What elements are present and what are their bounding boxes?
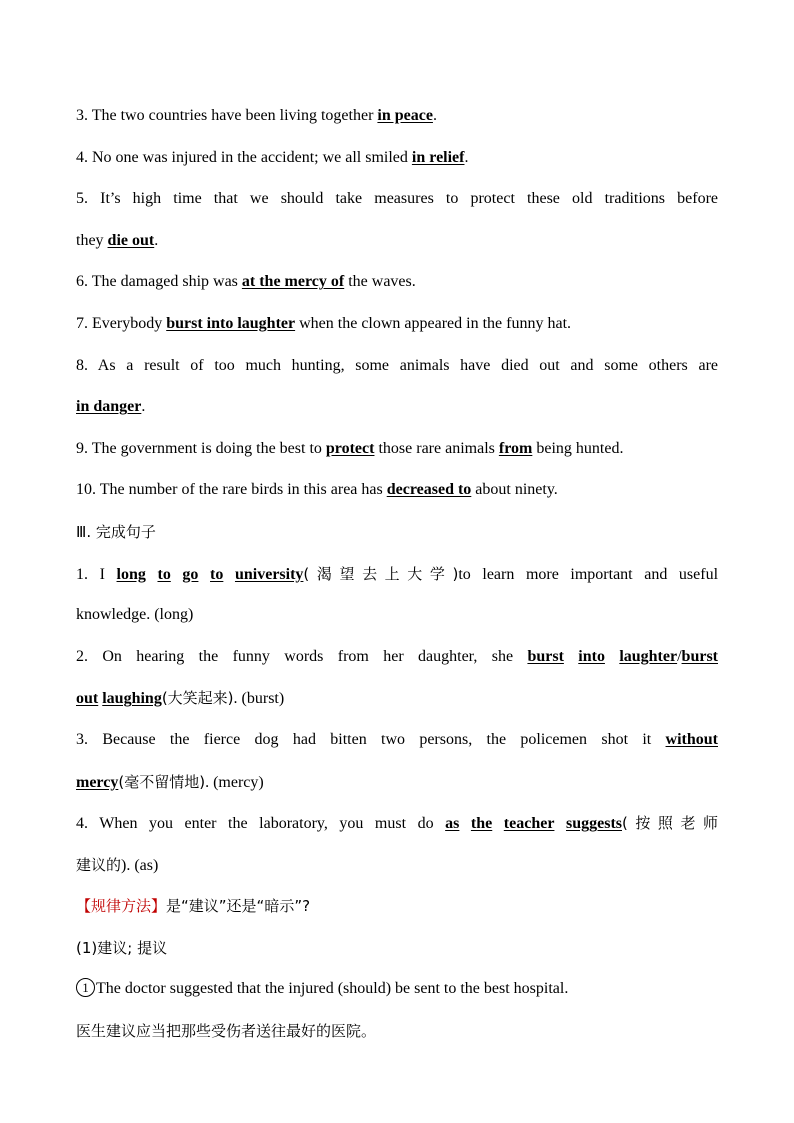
answer: into — [578, 647, 605, 665]
answer: burst — [527, 647, 564, 665]
method-question: 是“建议”还是“暗示”? — [166, 897, 311, 916]
circled-number: 1 — [76, 978, 95, 997]
text: 9. The government is doing the best to — [76, 439, 326, 457]
sentence-5-line-2 — [76, 228, 718, 270]
answer: suggests — [565, 815, 622, 833]
chinese-hint: (渴望去上大学) — [303, 564, 459, 583]
text: . (burst) — [233, 690, 285, 708]
answer: university — [234, 565, 304, 583]
answer: in relief — [411, 148, 465, 166]
text: . (mercy) — [205, 773, 264, 791]
answer: burst — [681, 647, 718, 665]
text: about ninety. — [471, 481, 558, 499]
text: . — [141, 398, 146, 416]
text: 4. No one was injured in the accident; we all smiled — [76, 148, 412, 166]
example-1 — [76, 976, 718, 1018]
text: they — [76, 231, 108, 249]
question-3-line-1 — [76, 727, 718, 769]
answer: without — [665, 730, 718, 748]
question-2-line-1 — [76, 644, 718, 686]
text: 7. Everybody — [76, 314, 167, 332]
exercise-content — [76, 103, 718, 1060]
text: . — [464, 148, 469, 166]
question-1-line-1 — [76, 561, 718, 603]
sentence-4 — [76, 145, 718, 187]
text: 6. The damaged ship was — [76, 273, 242, 291]
sentence-5-line-1 — [76, 186, 718, 228]
answer: teacher — [503, 815, 555, 833]
sentence-6 — [76, 269, 718, 311]
answer: to — [157, 565, 171, 583]
question-1-line-2 — [76, 602, 718, 644]
text: / — [677, 647, 682, 665]
text: knowledge. (long) — [76, 606, 194, 624]
example-1-translation: 医生建议应当把那些受伤者送往最好的医院。 — [76, 1022, 377, 1041]
answer: laughing — [102, 690, 162, 708]
answer: burst into laughter — [166, 314, 296, 332]
answer: die out — [107, 231, 155, 249]
method-tag: 【规律方法】 — [76, 897, 167, 916]
text: 4. When you enter the laboratory, you must do — [76, 815, 446, 833]
text: 1. I — [76, 565, 117, 583]
text: 3. Because the fierce dog had bitten two persons, the policemen shot it — [76, 730, 666, 748]
section-heading: Ⅲ. 完成句子 — [76, 522, 156, 541]
sentence-10 — [76, 477, 718, 519]
chinese-hint: (毫不留情地) — [118, 772, 206, 791]
question-2-line-2 — [76, 685, 718, 727]
chinese-hint: (大笑起来) — [161, 689, 234, 708]
answer: to — [210, 565, 224, 583]
chinese-hint: 建议的 — [76, 855, 122, 874]
text: . — [432, 107, 437, 124]
answer: mercy — [76, 773, 119, 791]
answer: out — [76, 690, 99, 708]
sentence-3 — [76, 103, 718, 145]
answer: decreased to — [386, 481, 472, 499]
text: 3. The two countries have been living together — [76, 107, 378, 124]
text: 10. The number of the rare birds in this area has — [76, 481, 387, 499]
text: 5. It’s high time that we should take measures to protect these old traditions before — [76, 190, 718, 208]
method-sub-1: (1)建议; 提议 — [76, 938, 168, 957]
text: those rare animals — [374, 439, 499, 457]
answer: long — [116, 565, 146, 583]
chinese-hint: (按照老师 — [622, 814, 719, 833]
answer: at the mercy of — [241, 273, 345, 291]
text: the waves. — [344, 273, 416, 291]
answer: in danger — [76, 398, 142, 416]
sentence-7 — [76, 311, 718, 353]
answer: protect — [325, 439, 375, 457]
answer: the — [470, 815, 493, 833]
question-3-line-2 — [76, 769, 718, 811]
sentence-9 — [76, 436, 718, 478]
question-4-line-1 — [76, 810, 718, 852]
text: to learn more important and useful — [458, 565, 719, 583]
sentence-8-line-2 — [76, 394, 718, 436]
method-heading — [76, 893, 718, 935]
text: when the clown appeared in the funny hat. — [295, 314, 572, 332]
sentence-8-line-1 — [76, 353, 718, 395]
answer: laughter — [619, 647, 678, 665]
answer: from — [498, 439, 533, 457]
text: The doctor suggested that the injured (should) be sent to the best hospital. — [96, 980, 569, 998]
text: . — [154, 231, 159, 249]
text: 2. On hearing the funny words from her daughter, she — [76, 647, 528, 665]
answer: in peace — [377, 107, 433, 124]
question-4-line-2 — [76, 852, 718, 894]
text: ). (as) — [121, 856, 159, 874]
answer: as — [445, 815, 460, 833]
answer: go — [182, 565, 199, 583]
text: 8. As a result of too much hunting, some animals have died out and some others are — [76, 356, 718, 374]
text: being hunted. — [532, 439, 624, 457]
